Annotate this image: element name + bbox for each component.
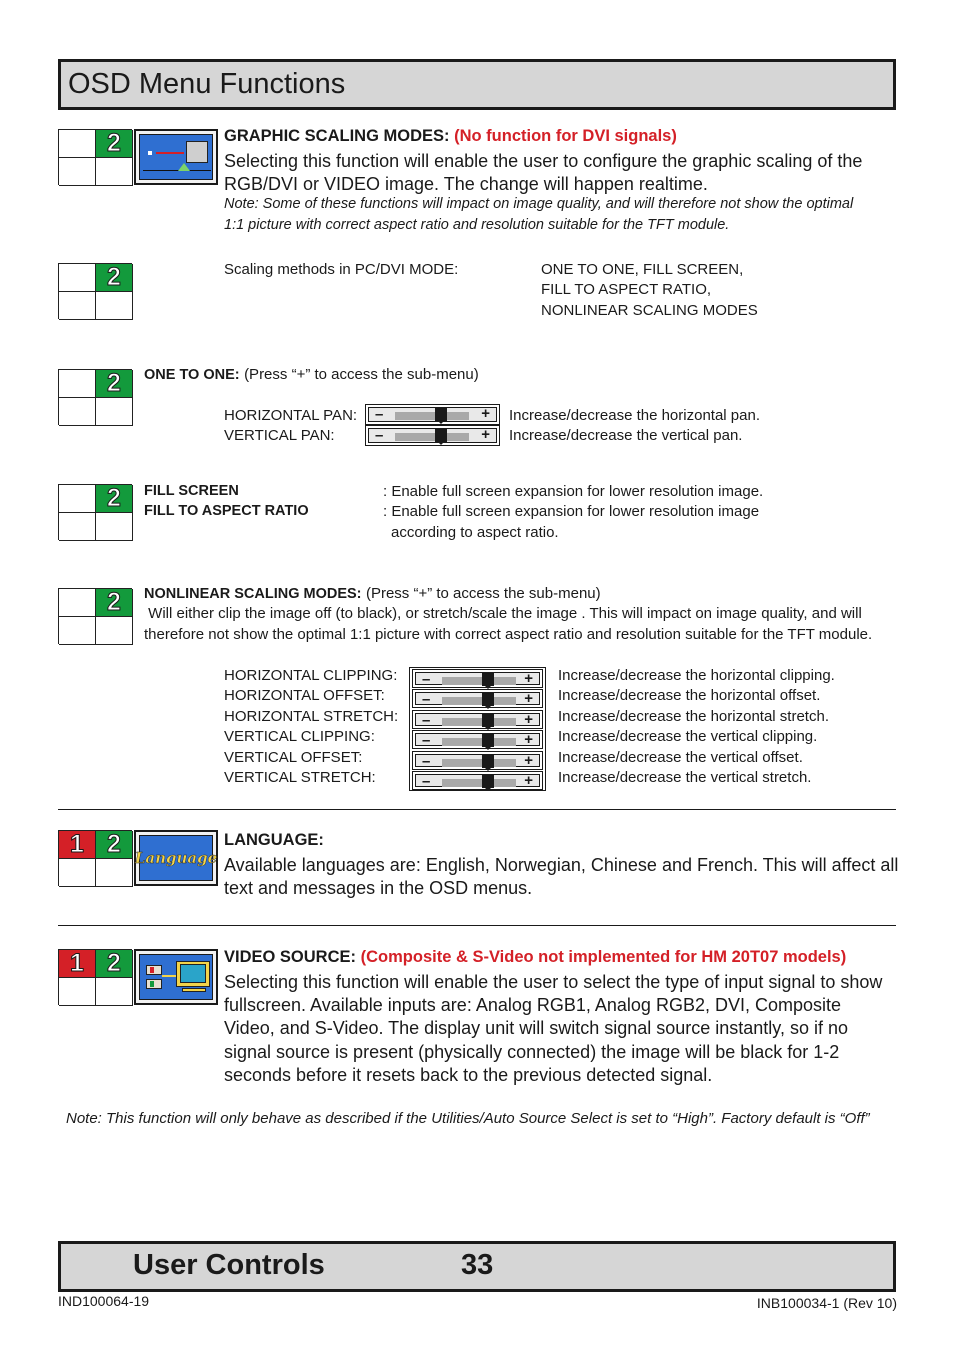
language-icon-text: Language <box>134 849 218 867</box>
graphic-scaling-icon <box>134 129 218 185</box>
menu-position-grid <box>58 484 132 540</box>
footer-bar <box>58 1241 896 1292</box>
minus-icon: – <box>422 773 431 790</box>
nonlinear-heading: NONLINEAR SCALING MODES: (Press “+” to access the sub-menu) <box>144 585 601 602</box>
nonlinear-control-label: VERTICAL OFFSET: <box>224 749 363 766</box>
minus-icon: – <box>422 753 431 770</box>
nonlinear-slider-frame <box>409 667 546 791</box>
vertical-pan-desc: Increase/decrease the vertical pan. <box>509 427 743 444</box>
graphic-scaling-note-2: 1:1 picture with correct aspect ratio and resolution suitable for the TFT module. <box>224 217 730 233</box>
minus-icon: – <box>422 732 431 749</box>
plus-icon: + <box>524 752 533 769</box>
video-source-line-4: signal source is present (physically connected) the image will be black for 1-2 <box>224 1042 840 1062</box>
document-code-right: INB100034-1 (Rev 10) <box>756 1295 897 1311</box>
grid-number: 2 <box>107 129 121 157</box>
video-source-line-1: Selecting this function will enable the user to select the type of input signal to show <box>224 972 883 992</box>
vertical-pan-slider[interactable] <box>365 425 500 446</box>
document-code-left: IND100064-19 <box>58 1293 150 1309</box>
nonlinear-control-label: VERTICAL CLIPPING: <box>224 728 375 745</box>
nonlinear-control-desc: Increase/decrease the vertical clipping. <box>558 728 818 745</box>
nonlinear-control-desc: Increase/decrease the vertical stretch. <box>558 769 812 786</box>
nonlinear-control-label: HORIZONTAL OFFSET: <box>224 687 385 704</box>
nonlinear-control-label: HORIZONTAL STRETCH: <box>224 708 399 725</box>
nonlinear-control-desc: Increase/decrease the horizontal clipping. <box>558 667 835 684</box>
fill-aspect-label: FILL TO ASPECT RATIO <box>144 503 309 519</box>
minus-icon: – <box>422 712 431 729</box>
menu-position-grid <box>58 588 132 644</box>
language-heading: LANGUAGE: <box>224 831 324 849</box>
grid-number: 2 <box>107 588 121 616</box>
plus-icon: + <box>481 405 490 422</box>
minus-icon: – <box>422 671 431 688</box>
video-source-heading: VIDEO SOURCE: (Composite & S-Video not implemented for HM 20T07 models) <box>224 948 847 966</box>
slider-track <box>395 433 469 441</box>
plus-icon: + <box>481 426 490 443</box>
grid-number: 2 <box>107 949 121 977</box>
graphic-scaling-heading: GRAPHIC SCALING MODES: (No function for DVI signals) <box>224 127 677 145</box>
slider-track <box>395 412 469 420</box>
nonlinear-line-2: therefore not show the optimal 1:1 picture with correct aspect ratio and resolution suitable for the TFT module. <box>144 626 873 643</box>
page-number: 33 <box>461 1249 494 1281</box>
section-divider <box>58 925 896 926</box>
language-line-1: Available languages are: English, Norwegian, Chinese and French. This will affect all <box>224 855 899 875</box>
fill-screen-label: FILL SCREEN <box>144 483 239 499</box>
minus-icon: – <box>375 406 384 423</box>
plus-icon: + <box>524 731 533 748</box>
graphic-scaling-line-2: RGB/DVI or VIDEO image. The change will happen realtime. <box>224 174 708 194</box>
nonlinear-control-label: VERTICAL STRETCH: <box>224 769 376 786</box>
language-icon <box>134 830 218 886</box>
nonlinear-control-desc: Increase/decrease the vertical offset. <box>558 749 803 766</box>
plus-icon: + <box>524 772 533 789</box>
minus-icon: – <box>375 427 384 444</box>
slider-thumb[interactable] <box>435 408 447 421</box>
grid-number: 1 <box>70 830 84 858</box>
minus-icon: – <box>422 691 431 708</box>
graphic-scaling-note-1: Note: Some of these functions will impact on image quality, and will therefore not show the optimal <box>224 196 854 212</box>
fill-aspect-desc-cont: according to aspect ratio. <box>391 524 559 541</box>
graphic-scaling-line-1: Selecting this function will enable the user to configure the graphic scaling of the <box>224 151 863 171</box>
language-line-2: text and messages in the OSD menus. <box>224 878 533 898</box>
nonlinear-control-desc: Increase/decrease the horizontal offset. <box>558 687 821 704</box>
menu-position-grid <box>58 949 132 1005</box>
video-source-line-2: fullscreen. Available inputs are: Analog RGB1, Analog RGB2, DVI, Composite <box>224 995 842 1015</box>
video-source-line-3: Video, and S-Video. The display unit will switch signal source instantly, so if no <box>224 1018 849 1038</box>
fill-screen-desc: : Enable full screen expansion for lower resolution image. <box>383 483 764 500</box>
nonlinear-line-1: Will either clip the image off (to black), or stretch/scale the image . This will impact on image quality, and will <box>144 605 862 622</box>
scaling-method-value: FILL TO ASPECT RATIO, <box>541 281 712 298</box>
vertical-pan-label: VERTICAL PAN: <box>224 427 335 444</box>
plus-icon: + <box>524 670 533 687</box>
nonlinear-control-label: HORIZONTAL CLIPPING: <box>224 667 398 684</box>
footer-section-title: User Controls <box>133 1249 325 1281</box>
section-divider <box>58 809 896 810</box>
scaling-methods-label: Scaling methods in PC/DVI MODE: <box>224 261 459 278</box>
menu-position-grid <box>58 830 132 886</box>
slider-thumb[interactable] <box>435 429 447 442</box>
grid-number: 2 <box>107 263 121 291</box>
menu-position-grid <box>58 263 132 319</box>
menu-position-grid <box>58 369 132 425</box>
grid-number: 2 <box>107 369 121 397</box>
grid-number: 2 <box>107 830 121 858</box>
fill-aspect-desc: : Enable full screen expansion for lower resolution image <box>383 503 760 520</box>
video-source-line-5: seconds before it resets back to the previous detected signal. <box>224 1065 713 1085</box>
video-source-note: Note: This function will only behave as described if the Utilities/Auto Source Select is set to “High”. Factory default is “Off” <box>66 1110 870 1127</box>
grid-number: 2 <box>107 484 121 512</box>
menu-position-grid <box>58 129 132 185</box>
grid-number: 1 <box>70 949 84 977</box>
nonlinear-control-desc: Increase/decrease the horizontal stretch. <box>558 708 829 725</box>
scaling-method-value: ONE TO ONE, FILL SCREEN, <box>541 261 744 278</box>
plus-icon: + <box>524 711 533 728</box>
video-source-icon <box>134 949 218 1005</box>
scaling-method-value: NONLINEAR SCALING MODES <box>541 302 758 319</box>
plus-icon: + <box>524 690 533 707</box>
one-to-one-heading: ONE TO ONE: (Press “+” to access the sub-menu) <box>144 366 479 383</box>
horizontal-pan-slider[interactable] <box>365 404 500 425</box>
page-title: OSD Menu Functions <box>58 59 896 110</box>
horizontal-pan-label: HORIZONTAL PAN: <box>224 407 358 424</box>
horizontal-pan-desc: Increase/decrease the horizontal pan. <box>509 407 760 424</box>
